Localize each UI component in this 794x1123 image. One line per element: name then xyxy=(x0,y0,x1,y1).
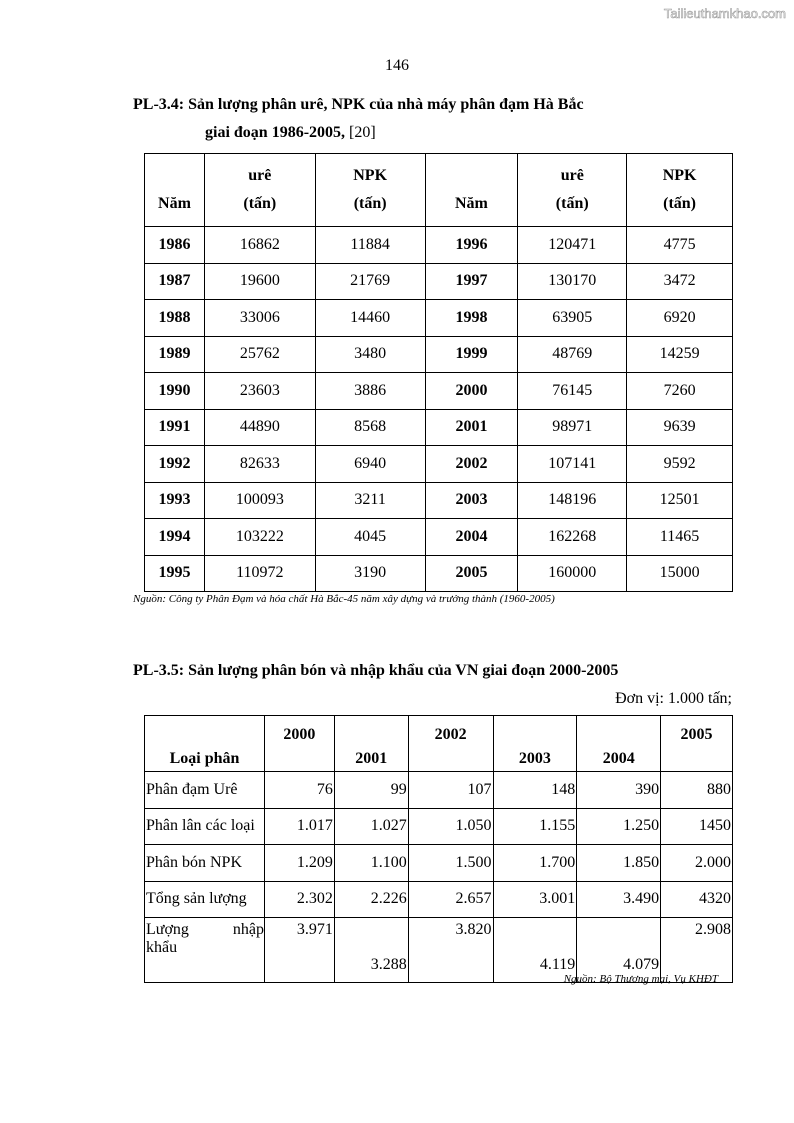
table-row xyxy=(145,808,733,845)
year-cell: 2002 xyxy=(425,446,518,483)
urea-cell: 82633 xyxy=(204,446,315,483)
npk-cell: 4045 xyxy=(315,519,425,556)
header-year: 2002 xyxy=(408,716,493,772)
value-cell: 3.288 xyxy=(334,918,408,983)
urea-cell: 110972 xyxy=(204,555,315,592)
year-cell: 1992 xyxy=(145,446,205,483)
table-row xyxy=(145,373,733,410)
urea-cell: 63905 xyxy=(518,300,627,337)
value-cell: 1.050 xyxy=(408,808,493,845)
watermark: Tailieuthamkhao.com xyxy=(663,6,786,21)
year-cell: 1990 xyxy=(145,373,205,410)
year-cell: 1998 xyxy=(425,300,518,337)
year-cell: 2000 xyxy=(425,373,518,410)
table2-source: Nguồn: Bộ Thương mại, Vụ KHĐT xyxy=(563,973,718,985)
value-cell: 4320 xyxy=(661,881,733,918)
urea-cell: 23603 xyxy=(204,373,315,410)
header-year: 2004 xyxy=(577,716,661,772)
table2-unit: Đơn vị: 1.000 tấn; xyxy=(615,690,732,707)
value-cell: 2.226 xyxy=(334,881,408,918)
table-row xyxy=(145,845,733,882)
row-label: Lượng nhập khẩu xyxy=(145,918,265,983)
value-cell: 1.027 xyxy=(334,808,408,845)
header-npk: NPK (tấn) xyxy=(627,154,733,227)
header-year: 2000 xyxy=(265,716,335,772)
header-npk: NPK (tấn) xyxy=(315,154,425,227)
value-cell: 1.850 xyxy=(577,845,661,882)
value-cell: 2.302 xyxy=(265,881,335,918)
table2-title: PL-3.5: Sản lượng phân bón và nhập khẩu của VN giai đoạn 2000-2005 xyxy=(133,662,619,679)
npk-cell: 4775 xyxy=(627,227,733,264)
table-header-row xyxy=(145,154,733,227)
urea-cell: 107141 xyxy=(518,446,627,483)
table-row xyxy=(145,336,733,373)
urea-cell: 98971 xyxy=(518,409,627,446)
npk-cell: 11884 xyxy=(315,227,425,264)
value-cell: 1.250 xyxy=(577,808,661,845)
npk-cell: 7260 xyxy=(627,373,733,410)
value-cell: 3.001 xyxy=(493,881,577,918)
header-year: 2001 xyxy=(334,716,408,772)
npk-cell: 15000 xyxy=(627,555,733,592)
value-cell: 2.000 xyxy=(661,845,733,882)
urea-npk-table xyxy=(144,153,733,592)
urea-cell: 148196 xyxy=(518,482,627,519)
year-cell: 2001 xyxy=(425,409,518,446)
table1-reference: [20] xyxy=(345,124,376,141)
npk-cell: 6940 xyxy=(315,446,425,483)
table-row xyxy=(145,300,733,337)
value-cell: 1.017 xyxy=(265,808,335,845)
npk-cell: 9639 xyxy=(627,409,733,446)
table-row xyxy=(145,409,733,446)
urea-cell: 160000 xyxy=(518,555,627,592)
value-cell: 3.820 xyxy=(408,918,493,983)
page-number: 146 xyxy=(385,57,409,74)
urea-cell: 100093 xyxy=(204,482,315,519)
value-cell: 3.490 xyxy=(577,881,661,918)
npk-cell: 3211 xyxy=(315,482,425,519)
npk-cell: 3480 xyxy=(315,336,425,373)
table-row xyxy=(145,519,733,556)
npk-cell: 9592 xyxy=(627,446,733,483)
npk-cell: 3472 xyxy=(627,263,733,300)
urea-cell: 76145 xyxy=(518,373,627,410)
urea-cell: 103222 xyxy=(204,519,315,556)
urea-cell: 25762 xyxy=(204,336,315,373)
urea-cell: 44890 xyxy=(204,409,315,446)
value-cell: 3.971 xyxy=(265,918,335,983)
value-cell: 148 xyxy=(493,772,577,809)
value-cell: 107 xyxy=(408,772,493,809)
year-cell: 2005 xyxy=(425,555,518,592)
npk-cell: 21769 xyxy=(315,263,425,300)
table-row xyxy=(145,881,733,918)
value-cell: 2.908 xyxy=(661,918,733,983)
npk-cell: 14259 xyxy=(627,336,733,373)
fertilizer-import-table xyxy=(144,715,733,983)
value-cell: 390 xyxy=(577,772,661,809)
value-cell: 4.119 xyxy=(493,918,577,983)
header-year: Năm xyxy=(145,154,205,227)
npk-cell: 11465 xyxy=(627,519,733,556)
header-year: 2003 xyxy=(493,716,577,772)
year-cell: 1999 xyxy=(425,336,518,373)
value-cell: 880 xyxy=(661,772,733,809)
year-cell: 1986 xyxy=(145,227,205,264)
value-cell: 1450 xyxy=(661,808,733,845)
npk-cell: 3886 xyxy=(315,373,425,410)
urea-cell: 19600 xyxy=(204,263,315,300)
year-cell: 1991 xyxy=(145,409,205,446)
year-cell: 1989 xyxy=(145,336,205,373)
table-header-row xyxy=(145,716,733,772)
table-row xyxy=(145,446,733,483)
table1-subtitle xyxy=(205,124,376,142)
npk-cell: 8568 xyxy=(315,409,425,446)
urea-cell: 120471 xyxy=(518,227,627,264)
npk-cell: 12501 xyxy=(627,482,733,519)
row-label: Phân bón NPK xyxy=(145,845,265,882)
value-cell: 2.657 xyxy=(408,881,493,918)
year-cell: 1997 xyxy=(425,263,518,300)
year-cell: 2004 xyxy=(425,519,518,556)
urea-cell: 162268 xyxy=(518,519,627,556)
urea-cell: 130170 xyxy=(518,263,627,300)
value-cell: 1.155 xyxy=(493,808,577,845)
year-cell: 1994 xyxy=(145,519,205,556)
urea-cell: 48769 xyxy=(518,336,627,373)
table-row xyxy=(145,227,733,264)
year-cell: 1995 xyxy=(145,555,205,592)
value-cell: 1.500 xyxy=(408,845,493,882)
header-year: Năm xyxy=(425,154,518,227)
year-cell: 1996 xyxy=(425,227,518,264)
value-cell: 1.100 xyxy=(334,845,408,882)
npk-cell: 14460 xyxy=(315,300,425,337)
value-cell: 99 xyxy=(334,772,408,809)
value-cell: 1.700 xyxy=(493,845,577,882)
header-urea: urê (tấn) xyxy=(204,154,315,227)
year-cell: 1988 xyxy=(145,300,205,337)
year-cell: 2003 xyxy=(425,482,518,519)
table-row xyxy=(145,772,733,809)
table-row xyxy=(145,555,733,592)
year-cell: 1987 xyxy=(145,263,205,300)
header-urea: urê (tấn) xyxy=(518,154,627,227)
npk-cell: 3190 xyxy=(315,555,425,592)
table1-title: PL-3.4: Sản lượng phân urê, NPK của nhà máy phân đạm Hà Bắc xyxy=(133,96,584,113)
table1-subtitle-text: giai đoạn 1986-2005, xyxy=(205,124,346,141)
urea-cell: 16862 xyxy=(204,227,315,264)
value-cell: 4.079 xyxy=(577,918,661,983)
table1-source: Nguồn: Công ty Phân Đạm và hóa chất Hà Bắc-45 năm xây dựng và trưởng thành (1960-2005) xyxy=(133,593,555,605)
header-type: Loại phân xyxy=(145,716,265,772)
npk-cell: 6920 xyxy=(627,300,733,337)
table-row xyxy=(145,482,733,519)
urea-cell: 33006 xyxy=(204,300,315,337)
value-cell: 76 xyxy=(265,772,335,809)
header-year: 2005 xyxy=(661,716,733,772)
year-cell: 1993 xyxy=(145,482,205,519)
table-row xyxy=(145,263,733,300)
row-label: Phân lân các loại xyxy=(145,808,265,845)
row-label: Phân đạm Urê xyxy=(145,772,265,809)
row-label: Tổng sản lượng xyxy=(145,881,265,918)
value-cell: 1.209 xyxy=(265,845,335,882)
